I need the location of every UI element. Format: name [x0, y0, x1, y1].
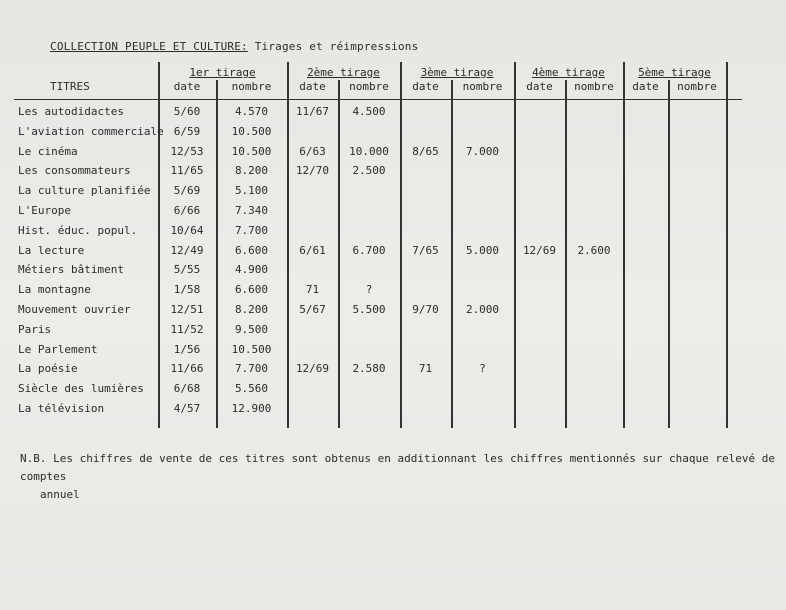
row-title: Paris — [18, 322, 52, 336]
date-cell: 71 — [305, 283, 320, 297]
page-title — [50, 40, 418, 53]
nombre-header: nombre — [349, 80, 389, 93]
row-title: La culture planifiée — [18, 184, 151, 198]
nombre-header: nombre — [677, 80, 717, 93]
date-header: date — [632, 80, 659, 93]
row-title: Hist. éduc. popul. — [18, 223, 138, 237]
nombre-header: nombre — [231, 80, 272, 93]
row-title: Le Parlement — [18, 342, 98, 356]
date-cell: 5/67 — [299, 303, 326, 316]
nombre-cell: 2.580 — [352, 362, 386, 376]
date-cell: 6/66 — [173, 204, 201, 217]
row-title: Les autodidactes — [18, 105, 124, 118]
nombre-cell: 9.500 — [234, 322, 269, 336]
date-cell: 6/68 — [173, 382, 201, 396]
date-cell: 6/63 — [299, 144, 326, 158]
date-cell: 5/60 — [173, 105, 201, 118]
tirage-header: 2ème tirage — [307, 66, 380, 79]
tirage-header: 4ème tirage — [532, 66, 605, 79]
date-cell: 12/53 — [170, 144, 204, 158]
date-cell: 7/65 — [412, 243, 439, 257]
footnote-line-1: N.B. Les chiffres de vente de ces titres sont obtenus en additionnant les chiffres mentionnés sur chaque relevé de comptes — [20, 452, 775, 483]
date-cell: 12/49 — [170, 243, 204, 257]
date-cell: 9/70 — [412, 303, 439, 316]
nombre-cell: 8.200 — [234, 303, 269, 316]
nombre-cell: 5.500 — [352, 303, 386, 316]
row-title: L'Europe — [18, 204, 71, 217]
tirage-header: 3ème tirage — [420, 66, 494, 79]
date-cell: 6/59 — [173, 124, 201, 138]
date-header: date — [299, 80, 326, 93]
date-cell: 11/52 — [170, 322, 204, 336]
row-title: Mouvement ouvrier — [18, 303, 131, 316]
row-title: Siècle des lumières — [18, 382, 144, 396]
nombre-cell: 7.340 — [234, 204, 269, 217]
row-title: La montagne — [18, 283, 91, 297]
date-cell: 12/70 — [295, 164, 330, 178]
date-cell: 71 — [418, 362, 433, 376]
nombre-cell: ? — [479, 362, 486, 376]
nombre-cell: 5.100 — [234, 184, 269, 198]
header-rule — [14, 99, 742, 100]
footnote — [20, 450, 780, 504]
date-cell: 10/64 — [170, 223, 204, 237]
date-cell: 12/69 — [295, 362, 330, 376]
date-cell: 11/65 — [170, 164, 204, 178]
tirage-header: 1er tirage — [189, 66, 256, 79]
row-title: Métiers bâtiment — [18, 263, 124, 277]
titres-header: TITRES — [50, 80, 90, 93]
date-header: date — [412, 80, 439, 93]
date-header: date — [526, 80, 553, 93]
collection-subtitle: Tirages et réimpressions — [254, 40, 419, 53]
date-cell: 1/56 — [173, 342, 201, 356]
nombre-cell: 12.900 — [231, 402, 272, 415]
date-cell: 11/67 — [295, 105, 330, 118]
nombre-header: nombre — [462, 80, 503, 93]
date-cell: 5/69 — [173, 184, 201, 198]
nombre-cell: 4.500 — [352, 105, 386, 118]
footnote-line-2: annuel — [40, 488, 80, 501]
nombre-cell: ? — [365, 283, 373, 297]
nombre-cell: 10.500 — [231, 144, 272, 158]
date-cell: 12/69 — [522, 243, 557, 257]
nombre-cell: 4.570 — [234, 105, 269, 118]
nombre-cell: 2.500 — [352, 164, 386, 178]
nombre-cell: 2.600 — [577, 243, 611, 257]
subcolumn-divider — [668, 80, 670, 428]
date-cell: 1/58 — [173, 283, 201, 297]
row-title: La télévision — [18, 402, 105, 415]
date-cell: 4/57 — [173, 402, 201, 415]
nombre-cell: 7.700 — [234, 223, 269, 237]
nombre-cell: 6.600 — [234, 243, 269, 257]
date-cell: 12/51 — [170, 303, 204, 316]
nombre-cell: 6.700 — [352, 243, 386, 257]
date-cell: 5/55 — [173, 263, 201, 277]
row-title: Les consommateurs — [18, 164, 131, 178]
column-divider — [726, 62, 728, 428]
nombre-cell: 5.560 — [234, 382, 269, 396]
nombre-cell: 10.500 — [231, 124, 272, 138]
nombre-cell: 8.200 — [234, 164, 269, 178]
nombre-cell: 2.000 — [465, 303, 500, 316]
nombre-cell: 7.700 — [234, 362, 269, 376]
tirage-header: 5ème tirage — [638, 66, 711, 79]
row-title: La poésie — [18, 362, 78, 376]
nombre-cell: 10.500 — [231, 342, 272, 356]
collection-heading: COLLECTION PEUPLE ET CULTURE: — [50, 40, 248, 53]
date-cell: 11/66 — [170, 362, 204, 376]
nombre-cell: 5.000 — [465, 243, 500, 257]
nombre-cell: 10.000 — [349, 144, 389, 158]
row-title: La lecture — [18, 243, 85, 257]
nombre-cell: 6.600 — [234, 283, 269, 297]
column-divider — [623, 62, 625, 428]
date-cell: 6/61 — [299, 243, 326, 257]
row-title: L'aviation commerciale — [18, 124, 164, 138]
nombre-header: nombre — [574, 80, 614, 93]
date-header: date — [173, 80, 201, 93]
date-cell: 8/65 — [412, 144, 439, 158]
nombre-cell: 4.900 — [234, 263, 269, 277]
nombre-cell: 7.000 — [465, 144, 500, 158]
row-title: Le cinéma — [18, 144, 78, 158]
